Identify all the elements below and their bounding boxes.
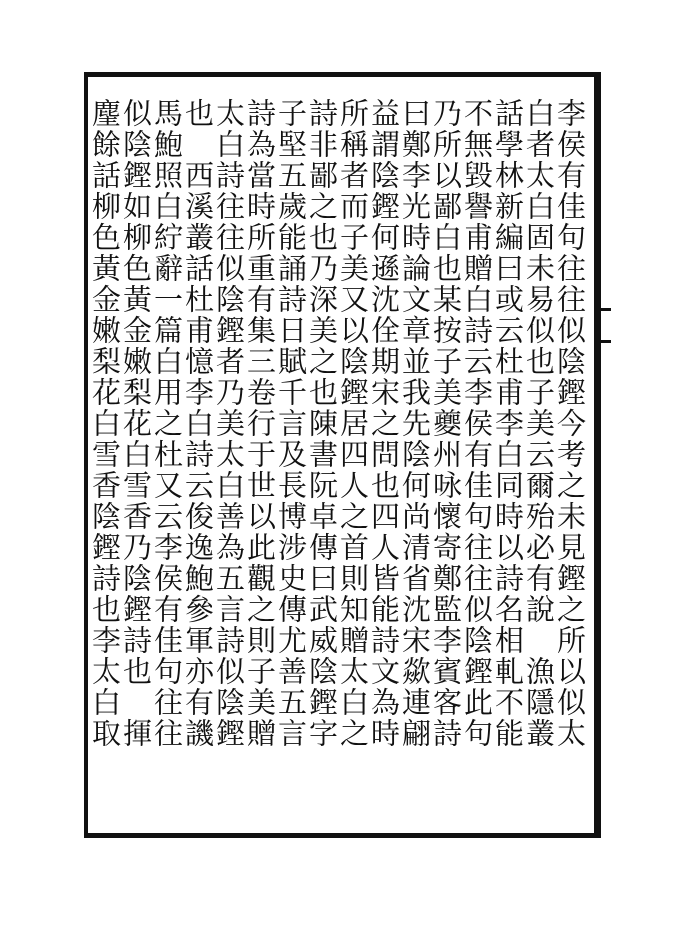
text-column-13: 也 西溪叢話杜甫憶李白詩云俊逸鮑參軍亦有譏: [181, 98, 215, 749]
text-column-7: 益謂陰鏗何遜沈佺期宋之問也四人皆能詩文為時: [367, 98, 401, 749]
fold-tick-mark: [597, 340, 611, 343]
center-fold-margin: [597, 72, 601, 838]
text-column-12: 太白詩往往似陰鏗者乃美太白善為五言詩似陰鏗: [212, 98, 246, 749]
text-column-1: 李侯有佳句往往似陰鏗今考之未見鏗之所以似太: [553, 98, 587, 749]
text-column-8: 所稱者而子美又以陰鏗居四人之首則知贈太白之: [336, 98, 370, 749]
text-columns: [90, 84, 590, 830]
text-column-4: 不無毀譽甫贈白詩云李侯有佳句往往似陰鏗此句: [460, 98, 494, 749]
text-column-10: 子堅五歲能誦詩日賦千言及長博涉史傳尤善五言: [274, 98, 308, 749]
text-column-15: 似陰鏗如柳色黃金嫩梨花白雪香乃陰鏗詩也 揮: [119, 98, 153, 749]
page-frame: [84, 72, 594, 838]
text-column-6: 曰鄭李光時論文章並我先陰何尚清省沈宋歘連翩: [398, 98, 432, 749]
fold-tick-mark: [597, 308, 611, 311]
text-column-14: 馬鮑照白紵辭一篇白用之杜又云李侯有佳句往往: [150, 98, 184, 749]
text-column-2: 白者太白固未易似也子美云爾殆必有說 漁隱叢: [522, 98, 556, 749]
text-column-5: 乃所以鄙白也某按子美夔州咏懷寄鄭監李賓客詩: [429, 98, 463, 749]
text-column-16: 麈餘話柳色黃金嫩梨花白雪香陰鏗詩也李太白取: [88, 98, 122, 749]
frame-top-border: [84, 72, 594, 77]
text-column-11: 詩為當時所重有集三卷行于世以此觀之則子美贈: [243, 98, 277, 749]
text-column-3: 話學林新編曰或云杜甫李白同時以詩名相軋不能: [491, 98, 525, 749]
text-column-9: 詩非鄙之也乃深美之也陳書阮卓傳曰武威陰鏗字: [305, 98, 339, 749]
